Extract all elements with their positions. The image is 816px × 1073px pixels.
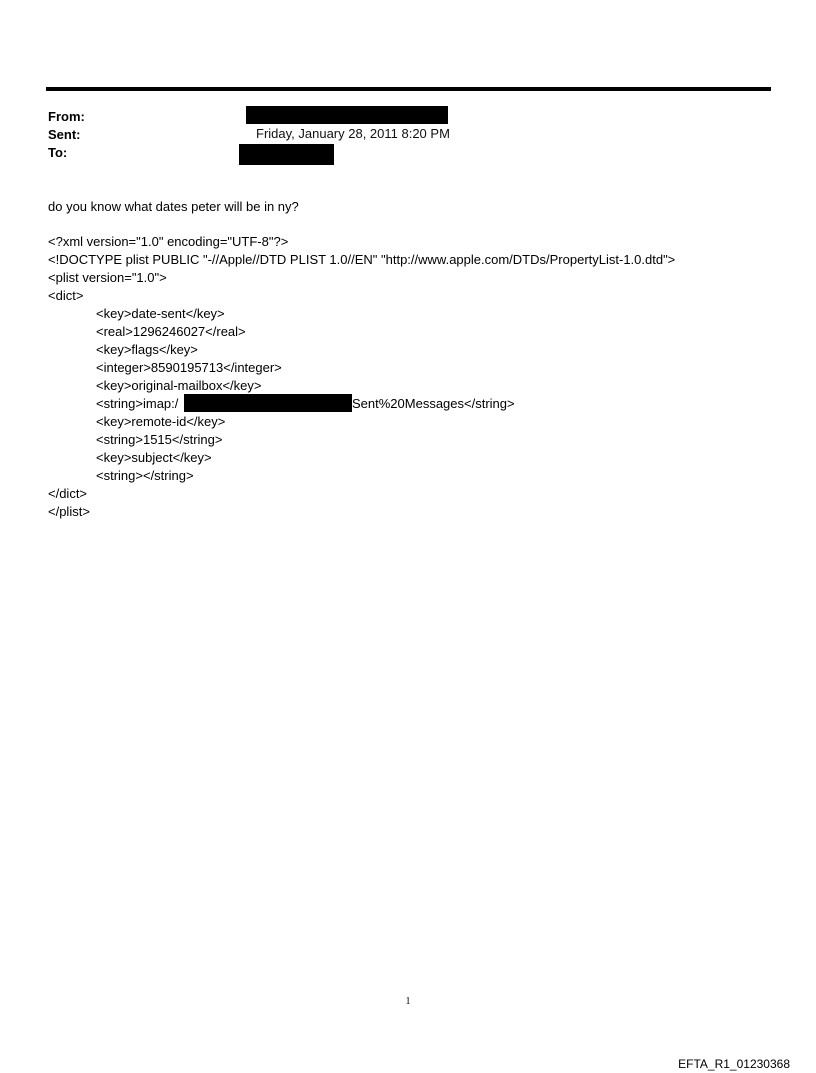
doctype-line: <!DOCTYPE plist PUBLIC "-//Apple//DTD PLIST 1.0//EN" "http://www.apple.com/DTDs/PropertyList-1.0.dtd">: [48, 252, 676, 267]
plist-line: <string></string>: [96, 468, 194, 483]
bates-number: EFTA_R1_01230368: [678, 1057, 790, 1071]
sent-label: Sent:: [48, 127, 81, 142]
plist-line: <key>flags</key>: [96, 342, 198, 357]
plist-line: <key>remote-id</key>: [96, 414, 226, 429]
plist-line: <integer>8590195713</integer>: [96, 360, 282, 375]
xml-declaration: <?xml version="1.0" encoding="UTF-8"?>: [48, 234, 289, 249]
header-rule: [46, 87, 771, 91]
sent-value: Friday, January 28, 2011 8:20 PM: [256, 126, 450, 141]
plist-line: <string>1515</string>: [96, 432, 223, 447]
plist-line: <real>1296246027</real>: [96, 324, 246, 339]
plist-line: <key>date-sent</key>: [96, 306, 225, 321]
mailbox-redaction: [184, 394, 352, 412]
from-label: From:: [48, 109, 85, 124]
dict-open: <dict>: [48, 288, 84, 303]
plist-line: <key>original-mailbox</key>: [96, 378, 262, 393]
plist-line: <key>subject</key>: [96, 450, 212, 465]
from-redaction: [246, 106, 448, 124]
plist-close: </plist>: [48, 504, 90, 519]
imap-prefix: <string>imap:/: [96, 396, 179, 411]
page-number: 1: [405, 996, 411, 1007]
to-redaction: [239, 144, 334, 165]
plist-open: <plist version="1.0">: [48, 270, 167, 285]
to-label: To:: [48, 145, 68, 160]
imap-suffix: Sent%20Messages</string>: [352, 396, 515, 411]
dict-close: </dict>: [48, 486, 88, 501]
message-body: do you know what dates peter will be in ny?: [48, 199, 299, 214]
